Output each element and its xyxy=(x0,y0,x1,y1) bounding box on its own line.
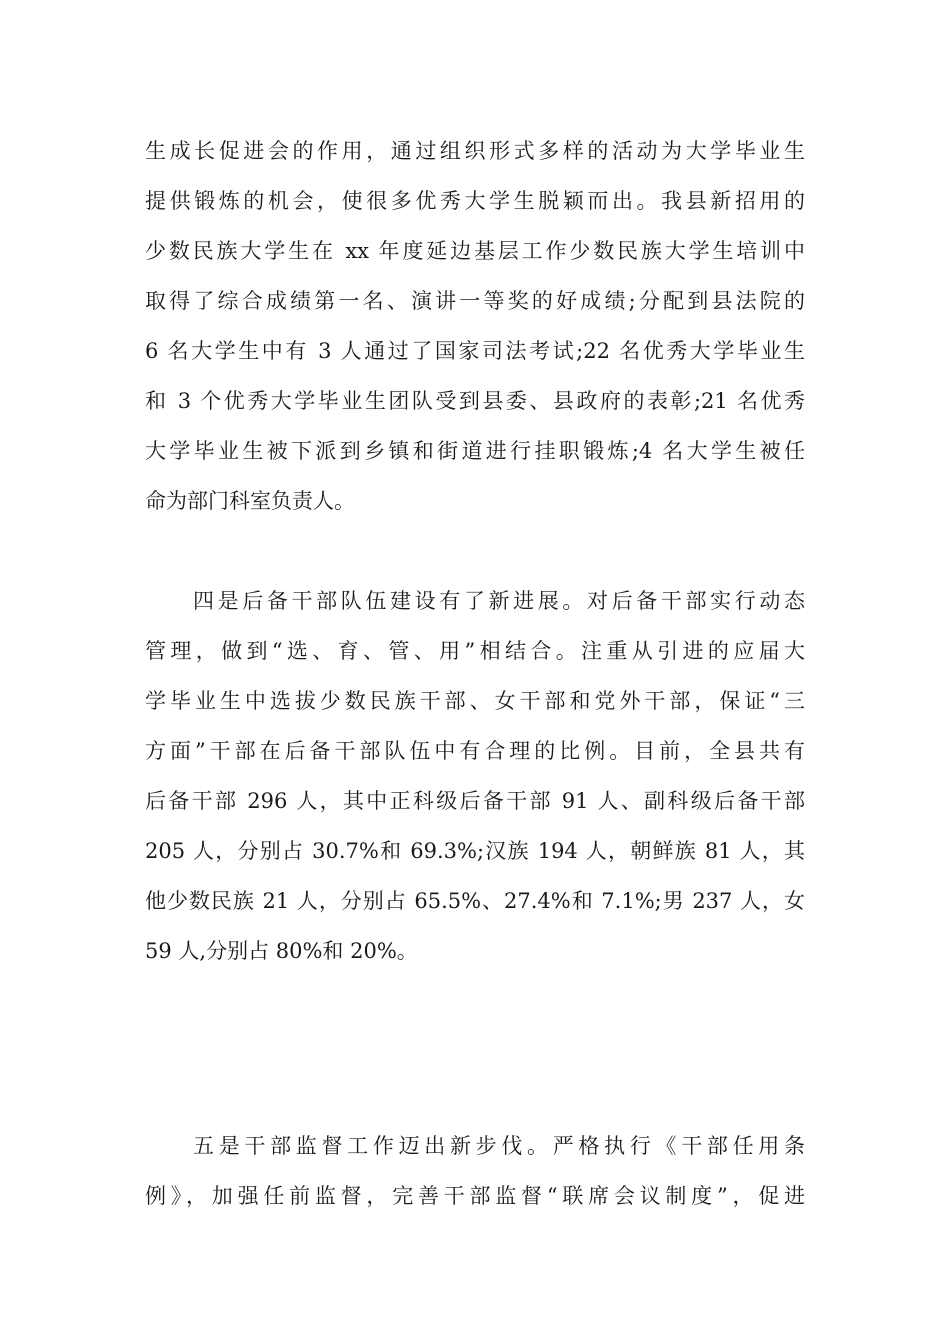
text-line: 取得了综合成绩第一名、演讲一等奖的好成绩;分配到县法院的 xyxy=(145,289,805,313)
text-line: 生成长促进会的作用，通过组织形式多样的活动为大学毕业生 xyxy=(145,139,805,163)
text-line: 少数民族大学生在 xx 年度延边基层工作少数民族大学生培训中 xyxy=(145,239,805,263)
text-line: 学毕业生中选拔少数民族干部、女干部和党外干部，保证“三 xyxy=(145,689,805,713)
text-line: 6 名大学生中有 3 人通过了国家司法考试;22 名优秀大学毕业生 xyxy=(145,339,805,363)
text-line: 例》，加强任前监督，完善干部监督“联席会议制度”，促进 xyxy=(145,1184,805,1208)
text-line: 和 3 个优秀大学毕业生团队受到县委、县政府的表彰;21 名优秀 xyxy=(145,389,805,413)
text-line: 他少数民族 21 人，分别占 65.5%、27.4%和 7.1%;男 237 人，女 xyxy=(145,889,805,913)
paragraph-reserve-cadres xyxy=(145,576,805,976)
paragraph-college-graduates xyxy=(145,126,805,526)
text-line: 五是干部监督工作迈出新步伐。严格执行《干部任用条 xyxy=(193,1134,805,1158)
text-line: 管理，做到“选、育、管、用”相结合。注重从引进的应届大 xyxy=(145,639,805,663)
text-line: 205 人，分别占 30.7%和 69.3%;汉族 194 人，朝鲜族 81 人，其 xyxy=(145,839,805,863)
text-line: 四是后备干部队伍建设有了新进展。对后备干部实行动态 xyxy=(193,589,805,613)
text-line: 59 人,分别占 80%和 20%。 xyxy=(145,939,418,963)
text-line: 命为部门科室负责人。 xyxy=(145,489,355,513)
text-line: 后备干部 296 人，其中正科级后备干部 91 人、副科级后备干部 xyxy=(145,789,805,813)
text-line: 方面”干部在后备干部队伍中有合理的比例。目前，全县共有 xyxy=(145,739,805,763)
paragraph-cadre-supervision xyxy=(145,1121,805,1221)
text-line: 提供锻炼的机会，使很多优秀大学生脱颖而出。我县新招用的 xyxy=(145,189,805,213)
text-line: 大学毕业生被下派到乡镇和街道进行挂职锻炼;4 名大学生被任 xyxy=(145,439,805,463)
